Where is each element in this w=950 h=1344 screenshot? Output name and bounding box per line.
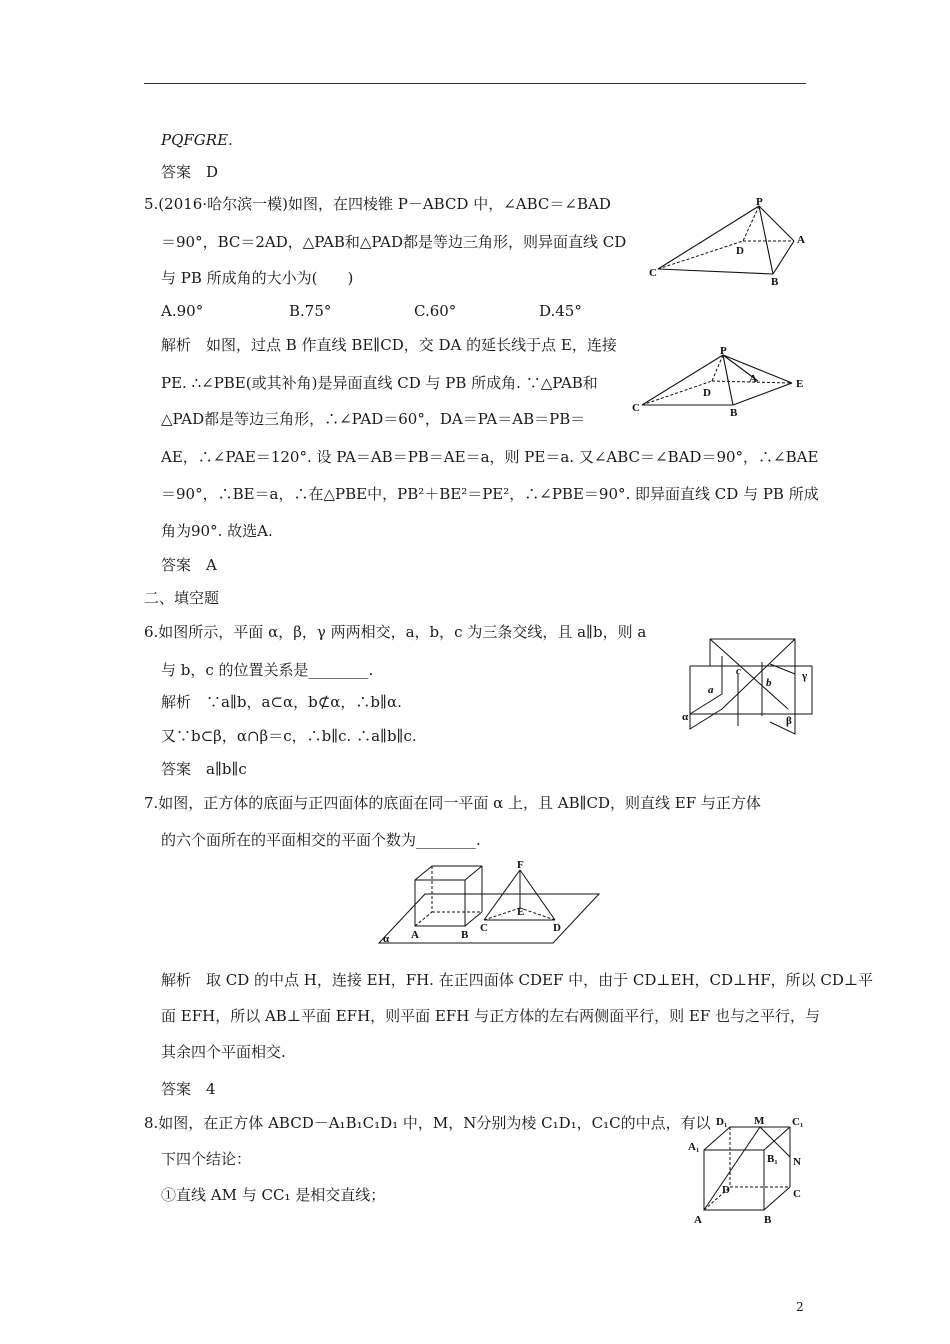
text-line: 与 PB 所成角的大小为( ) <box>161 269 354 287</box>
text-line: 的六个面所在的平面相交的平面个数为________. <box>161 831 481 849</box>
answer-7: 答案 4 <box>161 1080 216 1098</box>
label-alpha: α <box>682 711 689 723</box>
solution-7: 解析 取 CD 的中点 H，连接 EH，FH. 在正四面体 CDEF 中，由于 CD⊥EH，CD⊥HF，所以 CD⊥平 <box>161 971 873 989</box>
label-p: P <box>756 196 763 208</box>
label-c: c <box>736 665 741 677</box>
text-line: ＝90°，∴BE＝a，∴在△PBE中，PB²＋BE²＝PE²，∴∠PBE＝90°. 即异面直线 CD 与 PB 所成 <box>161 485 819 503</box>
label-d: D <box>703 387 711 399</box>
text-line: 面 EFH，所以 AB⊥平面 EFH，则平面 EFH 与正方体的左右两侧面平行，则 EF 也与之平行，与 <box>161 1007 821 1025</box>
label-n: N <box>793 1156 801 1168</box>
label-d1: D₁ <box>716 1116 728 1128</box>
label-d: D <box>736 245 744 257</box>
text-line: PQFGRE. <box>161 131 233 149</box>
pyramid-figure <box>648 196 818 286</box>
text-line: △PAD都是等边三角形，∴∠PAD＝60°，DA＝PA＝AB＝PB＝ <box>161 410 586 428</box>
answer-5: 答案 A <box>161 556 217 574</box>
option-c: C.60° <box>414 302 457 320</box>
label-beta: β <box>786 715 792 727</box>
text-line: 与 b，c 的位置关系是________. <box>161 661 374 679</box>
page-number: 2 <box>796 1300 804 1314</box>
text-line: 角为90°. 故选A. <box>161 522 273 540</box>
section-heading: 二、填空题 <box>144 589 220 607</box>
label-c: C <box>649 267 657 279</box>
solution-6: 解析 ∵a∥b，a⊂α，b⊄α，∴b∥α. <box>161 693 402 711</box>
label-a: A <box>749 373 757 385</box>
label-c1: C₁ <box>792 1116 804 1128</box>
text-line: 又∵b⊂β，α∩β＝c，∴b∥c. ∴a∥b∥c. <box>161 727 417 745</box>
label-b: B <box>730 407 738 419</box>
label-c: C <box>793 1188 801 1200</box>
label-a1: A₁ <box>688 1141 700 1153</box>
cube-figure <box>686 1113 816 1228</box>
option-a: A.90° <box>161 302 204 320</box>
answer-4: 答案 D <box>161 163 219 181</box>
label-d: D <box>722 1184 730 1196</box>
text-line: 其余四个平面相交. <box>161 1043 286 1061</box>
label-b: B <box>461 929 469 941</box>
label-a: A <box>797 234 805 246</box>
label-c: C <box>632 402 640 414</box>
label-alpha: α <box>383 933 390 945</box>
header-rule <box>144 83 806 84</box>
question-7: 7.如图，正方体的底面与正四面体的底面在同一平面 α 上，且 AB∥CD，则直线 EF 与正方体 <box>144 794 761 812</box>
label-f: F <box>517 859 524 871</box>
label-e: E <box>796 378 804 390</box>
text-line: PE. ∴∠PBE(或其补角)是异面直线 CD 与 PB 所成角. ∵△PAB和 <box>161 374 598 392</box>
question-8: 8.如图，在正方体 ABCD－A₁B₁C₁D₁ 中，M，N分别为棱 C₁D₁，C₁C的中点，有以 <box>144 1114 711 1132</box>
question-5: 5.(2016·哈尔滨一模)如图，在四棱锥 P－ABCD 中，∠ABC＝∠BAD <box>144 195 611 213</box>
label-e: E <box>517 906 525 918</box>
label-a: A <box>411 929 419 941</box>
label-c: C <box>480 922 488 934</box>
pyramid-extended-figure <box>630 343 810 423</box>
label-b: b <box>766 677 772 689</box>
text-line: AE，∴∠PAE＝120°. 设 PA＝AB＝PB＝AE＝a，则 PE＝a. 又∠ABC＝∠BAD＝90°，∴∠BAE <box>161 448 819 466</box>
option-b: B.75° <box>289 302 332 320</box>
text-line: ＝90°，BC＝2AD，△PAB和△PAD都是等边三角形，则异面直线 CD <box>161 233 627 251</box>
text-line: 下四个结论： <box>161 1150 252 1168</box>
label-b: B <box>771 276 779 288</box>
solution-5: 解析 如图，过点 B 作直线 BE∥CD，交 DA 的延长线于点 E，连接 <box>161 336 617 354</box>
label-gamma: γ <box>802 670 808 682</box>
answer-6: 答案 a∥b∥c <box>161 760 247 778</box>
planes-figure <box>680 634 820 744</box>
option-d: D.45° <box>539 302 582 320</box>
statement-1: ①直线 AM 与 CC₁ 是相交直线； <box>161 1186 386 1204</box>
label-m: M <box>754 1115 765 1127</box>
cube-tetrahedron-figure <box>377 858 607 948</box>
label-b: B <box>764 1214 772 1226</box>
question-6: 6.如图所示，平面 α，β，γ 两两相交，a，b，c 为三条交线，且 a∥b，则 a <box>144 623 647 641</box>
label-p: P <box>720 345 727 357</box>
label-a: a <box>708 684 714 696</box>
label-d: D <box>553 922 561 934</box>
label-a: A <box>694 1214 702 1226</box>
label-b1: B₁ <box>767 1153 778 1165</box>
